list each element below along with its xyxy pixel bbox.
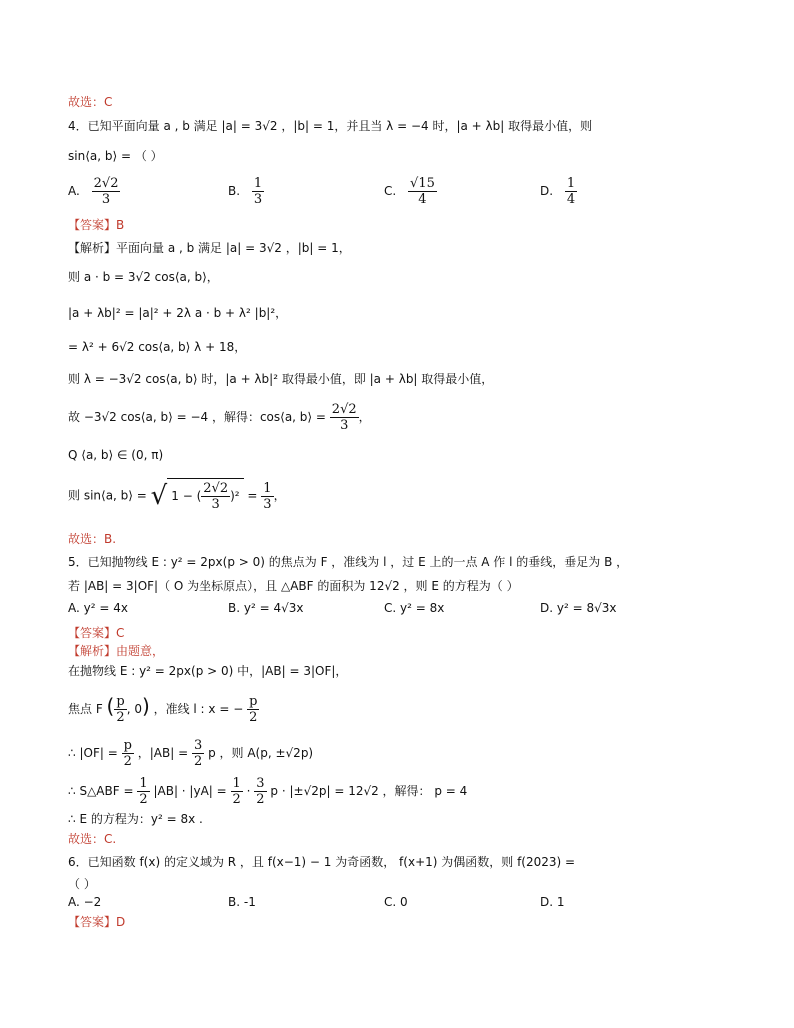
q4-analysis-4: = λ² + 6√2 cos⟨a, b⟩ λ + 18， — [68, 340, 247, 354]
option-fraction: $\frac{1}{3}$ — [253, 176, 263, 207]
q5-choice: 故选：C. — [68, 832, 117, 846]
q4-analysis-3: |a + λb|² = |a|² + 2λ a · b + λ² |b|²， — [68, 306, 288, 320]
q4-analysis-1: 【解析】平面向量 a , b 满足 |a| = 3√2 ，|b| = 1， — [68, 241, 351, 255]
q5-option-d: D. y² = 8√3x — [540, 601, 617, 615]
analysis-text: ，|AB| = — [137, 746, 189, 760]
q6-option-d: D. 1 — [540, 895, 565, 909]
cos-fraction: $\frac{2√2}{3}$ — [331, 402, 357, 433]
area-fraction-2: $\frac{1}{2}$ — [232, 776, 241, 807]
option-fraction: $\frac{2√2}{3}$ — [93, 176, 119, 207]
analysis-text: 则 sin⟨a, b⟩ = — [68, 488, 147, 503]
q4-stem: 4．已知平面向量 a , b 满足 |a| = 3√2 ，|b| = 1，并且当 λ = −4 时，|a + λb| 取得最小值，则 — [68, 119, 593, 133]
area-fraction-3: $\frac{3}{2}$ — [256, 776, 265, 807]
q4-option-d — [540, 176, 577, 207]
of-fraction: $\frac{p}{2}$ — [123, 738, 132, 769]
q5-option-a: A. y² = 4x — [68, 601, 128, 615]
q5-analysis-1: 【解析】由题意， — [68, 644, 165, 658]
option-fraction: $\frac{1}{4}$ — [566, 176, 576, 207]
q4-analysis-8: 则 sin⟨a, b⟩ = √ 1 − ( $\frac{2√2}{3}$ )² = $\frac{1}{3}$ ， — [68, 478, 286, 514]
q4-option-b — [228, 176, 264, 207]
q5-analysis-5: ∴ S△ABF = $\frac{1}{2}$ |AB| · |yA| = $\frac{1}{2}$ · $\frac{3}{2}$ p · |±√2p| = 12√2 ，解得： p = 4 — [68, 776, 468, 807]
q4-analysis-2: 则 a · b = 3√2 cos⟨a, b⟩， — [68, 270, 219, 284]
q4-choice: 故选：B. — [68, 532, 117, 546]
q4-answer: 【答案】B — [68, 218, 125, 232]
q5-option-c: C. y² = 8x — [384, 601, 445, 615]
q4-analysis-5: 则 λ = −3√2 cos⟨a, b⟩ 时，|a + λb|² 取得最小值，即 |a + λb| 取得最小值， — [68, 372, 494, 386]
ab-fraction: $\frac{3}{2}$ — [193, 738, 203, 769]
q6-option-c: C. 0 — [384, 895, 408, 909]
analysis-text: ，准线 l : x = − — [153, 702, 244, 716]
q5-analysis-4 — [68, 738, 313, 769]
sqrt-body: 1 − ( $\frac{2√2}{3}$ )² — [167, 478, 243, 514]
q4-option-a — [68, 176, 120, 207]
option-label: B. — [228, 184, 241, 198]
q6-option-b: B. -1 — [228, 895, 256, 909]
q5-analysis-2: 在抛物线 E : y² = 2px(p > 0) 中，|AB| = 3|OF|， — [68, 664, 348, 678]
option-label: D. — [540, 184, 554, 198]
q4-stem-cont: sin⟨a, b⟩ = （ ） — [68, 149, 163, 163]
q4-analysis-7: Q ⟨a, b⟩ ∈ (0, π) — [68, 448, 164, 462]
focus-fraction: $\frac{p}{2}$ — [116, 694, 125, 725]
q6-stem-cont: （ ） — [68, 877, 96, 891]
q5-analysis-3: 焦点 F ( $\frac{p}{2}$ , 0) ，准线 l : x = − $\frac{p}{2}$ — [68, 694, 258, 725]
q5-stem: 5．已知抛物线 E : y² = 2px(p > 0) 的焦点为 F ，准线为 l ，过 E 上的一点 A 作 l 的垂线，垂足为 B ， — [68, 555, 629, 569]
option-label: A. — [68, 184, 80, 198]
q6-stem: 6．已知函数 f(x) 的定义域为 R ，且 f(x−1) − 1 为奇函数， f(x+1) 为偶函数，则 f(2023) = — [68, 855, 576, 869]
option-fraction: $\frac{√15}{4}$ — [410, 176, 435, 207]
q4-analysis-6: 故 −3√2 cos⟨a, b⟩ = −4 ，解得：cos⟨a, b⟩ = $\frac{2√2}{3}$ ， — [68, 402, 371, 433]
analysis-text: p · |±√2p| = 12√2 ，解得： p = 4 — [270, 784, 468, 798]
sin-result-fraction: $\frac{1}{3}$ — [263, 480, 272, 512]
q5-option-b: B. y² = 4√3x — [228, 601, 304, 615]
analysis-text: p ，则 A(p, ±√2p) — [208, 746, 314, 760]
q5-stem-cont: 若 |AB| = 3|OF|（ O 为坐标原点），且 △ABF 的面积为 12√2 ，则 E 的方程为（ ） — [68, 579, 519, 593]
directrix-fraction: $\frac{p}{2}$ — [249, 694, 258, 725]
sqrt-sign: √ — [150, 481, 168, 511]
q4-option-c — [384, 176, 437, 207]
q5-analysis-6: ∴ E 的方程为：y² = 8x . — [68, 812, 203, 826]
option-label: C. — [384, 184, 397, 198]
analysis-text: 故 −3√2 cos⟨a, b⟩ = −4 ，解得：cos⟨a, b⟩ = — [68, 410, 326, 424]
analysis-text: ∴ S△ABF = — [68, 784, 134, 798]
q6-option-a: A. −2 — [68, 895, 102, 909]
analysis-text: 焦点 F — [68, 702, 103, 716]
analysis-text: ∴ |OF| = — [68, 746, 118, 760]
q6-answer: 【答案】D — [68, 915, 126, 929]
analysis-text: |AB| · |yA| = — [153, 784, 227, 798]
q5-answer: 【答案】C — [68, 626, 125, 640]
area-fraction-1: $\frac{1}{2}$ — [139, 776, 148, 807]
q3-choice: 故选：C — [68, 95, 113, 109]
